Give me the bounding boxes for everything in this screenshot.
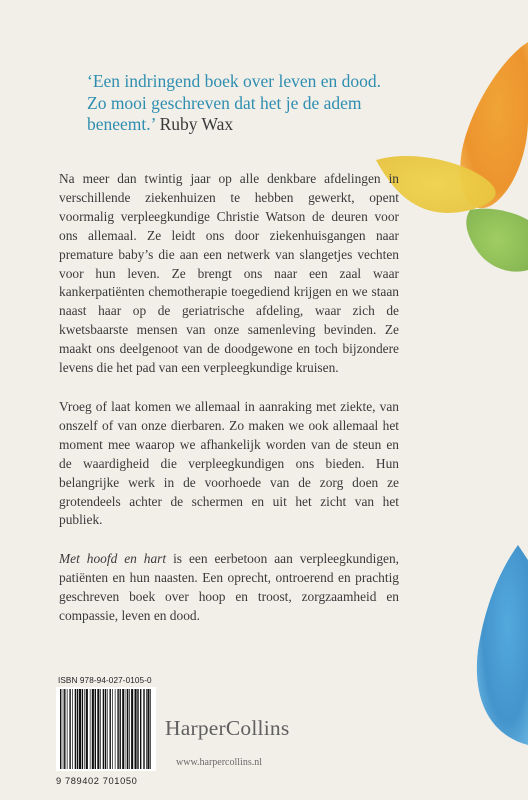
paragraph: Vroeg of laat komen we allemaal in aanraking met ziekte, van onszelf of van onze dierbaren. Zo maken we ook allemaal het moment mee waarop we afhankelijk worden van de steun en de waardigheid die verpleegkundigen ons bieden. Hun belangrijke werk in de voorhoede van de zorg doen ze grotendeels achter de schermen en uit het zicht van het publiek. bbox=[59, 398, 399, 528]
barcode-bars bbox=[56, 687, 156, 771]
barcode-bar bbox=[129, 689, 130, 769]
barcode-bar bbox=[143, 689, 144, 769]
book-title: Met hoofd en hart bbox=[59, 551, 167, 567]
barcode-bar bbox=[117, 689, 118, 769]
barcode-bar bbox=[127, 689, 128, 769]
barcode-bar bbox=[107, 689, 108, 769]
barcode-bar bbox=[122, 689, 124, 769]
barcode-bar bbox=[60, 689, 61, 769]
barcode-bar bbox=[137, 689, 138, 769]
barcode bbox=[56, 687, 156, 771]
barcode-bar bbox=[72, 689, 73, 769]
barcode-bar bbox=[103, 689, 104, 769]
isbn-label: ISBN 978-94-027-0105-0 bbox=[58, 676, 152, 685]
barcode-bar bbox=[120, 689, 121, 769]
barcode-bar bbox=[69, 689, 70, 769]
barcode-bar bbox=[100, 689, 101, 769]
review-quote bbox=[87, 71, 387, 136]
barcode-bar bbox=[90, 689, 91, 769]
barcode-bar bbox=[147, 689, 149, 769]
paragraph bbox=[59, 550, 399, 626]
barcode-bar bbox=[95, 689, 96, 769]
barcode-bar bbox=[64, 689, 65, 769]
barcode-bar bbox=[84, 689, 85, 769]
barcode-bar bbox=[140, 689, 141, 769]
barcode-bar bbox=[150, 689, 151, 769]
barcode-bar bbox=[79, 689, 81, 769]
barcode-bar bbox=[126, 689, 127, 769]
barcode-bar bbox=[82, 689, 83, 769]
green-leaf bbox=[466, 209, 528, 272]
barcode-bar bbox=[105, 689, 106, 769]
barcode-bar bbox=[77, 689, 78, 769]
blue-leaf bbox=[477, 545, 528, 745]
barcode-bar bbox=[86, 689, 88, 769]
barcode-bar bbox=[112, 689, 113, 769]
quote-text: ‘Een indringend boek over leven en dood. Zo mooi geschreven dat het je de adem beneemt.’ bbox=[87, 71, 382, 134]
barcode-bar bbox=[131, 689, 133, 769]
publisher-website: www.harpercollins.nl bbox=[176, 757, 262, 768]
barcode-digits: 9 789402 701050 bbox=[56, 776, 138, 786]
barcode-bar bbox=[97, 689, 99, 769]
publisher-logo: HarperCollins bbox=[165, 716, 290, 740]
barcode-bar bbox=[75, 689, 76, 769]
blurb bbox=[59, 170, 399, 646]
barcode-bar bbox=[110, 689, 111, 769]
barcode-bar bbox=[67, 689, 68, 769]
barcode-bar bbox=[115, 689, 116, 769]
barcode-bar bbox=[63, 689, 64, 769]
paragraph-text: is een eerbetoon aan verpleegkundigen, patiënten en hun naasten. Een oprecht, ontroerend en prachtig geschreven boek over hoop en troost, zorgzaamheid en compassie, leven en dood. bbox=[59, 551, 400, 624]
barcode-bar bbox=[146, 689, 147, 769]
barcode-bar bbox=[135, 689, 137, 769]
quote-author: Ruby Wax bbox=[159, 114, 234, 134]
barcode-bar bbox=[92, 689, 94, 769]
paragraph: Na meer dan twintig jaar op alle denkbare afdelingen in verschillende ziekenhuizen te hebben gewerkt, opent voormalig verpleegkundige Christie Watson de deuren voor ons allemaal. Ze leidt ons door ziekenhuisgangen naar premature baby’s die aan een netwerk van slangetjes vechten voor hun leven. Ze brengt ons naar een zaal waar kankerpatiënten chemotherapie toegediend krijgen en we staan naast haar op de geriatrische afdeling, waar zich de kwetsbaarste mensen van onze samenleving bevinden. Ze maakt ons deelgenoot van de doodgewone en toch bijzondere levens die het pad van een verpleegkundige kruisen. bbox=[59, 171, 399, 376]
